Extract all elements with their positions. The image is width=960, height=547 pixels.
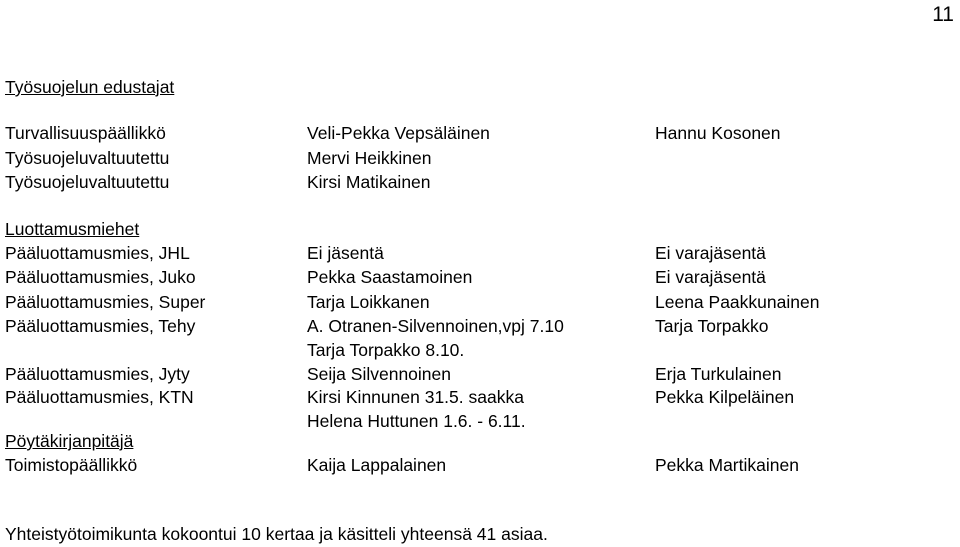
role-cell: Pääluottamusmies, Super xyxy=(5,292,206,312)
deputy-cell: Tarja Torpakko xyxy=(655,316,769,336)
table-row xyxy=(5,122,955,144)
table-row xyxy=(5,242,955,264)
role-cell: Turvallisuuspäällikkö xyxy=(5,123,166,143)
table-row xyxy=(5,339,955,361)
deputy-cell: Erja Turkulainen xyxy=(655,364,782,384)
table-row xyxy=(5,454,955,476)
role-cell: Työsuojeluvaltuutettu xyxy=(5,148,170,168)
member-cell: Ei jäsentä xyxy=(307,243,384,263)
member-cell: Pekka Saastamoinen xyxy=(307,267,473,287)
deputy-cell: Pekka Kilpeläinen xyxy=(655,387,795,407)
deputy-cell: Ei varajäsentä xyxy=(655,243,766,263)
role-cell: Pääluottamusmies, Jyty xyxy=(5,364,190,384)
role-cell: Pääluottamusmies, JHL xyxy=(5,243,190,263)
table-row xyxy=(5,147,955,169)
role-cell: Työsuojeluvaltuutettu xyxy=(5,172,170,192)
deputy-cell: Hannu Kosonen xyxy=(655,123,781,143)
table-row xyxy=(5,266,955,288)
deputy-cell: Leena Paakkunainen xyxy=(655,292,820,312)
section-heading-secretary: Pöytäkirjanpitäjä xyxy=(5,431,134,451)
deputy-cell: Ei varajäsentä xyxy=(655,267,766,287)
member-cell: Kirsi Matikainen xyxy=(307,172,431,192)
role-cell: Toimistopäällikkö xyxy=(5,455,138,475)
table-row xyxy=(5,410,955,432)
page-number: 11 xyxy=(932,3,954,26)
deputy-cell: Pekka Martikainen xyxy=(655,455,799,475)
role-cell: Pääluottamusmies, KTN xyxy=(5,387,194,407)
member-cell: Tarja Torpakko 8.10. xyxy=(307,340,465,360)
table-row xyxy=(5,386,955,408)
table-row xyxy=(5,315,955,337)
member-cell: Helena Huttunen 1.6. - 6.11. xyxy=(307,411,526,431)
member-cell: Seija Silvennoinen xyxy=(307,364,451,384)
member-cell: Tarja Loikkanen xyxy=(307,292,430,312)
meeting-summary: Yhteistyötoimikunta kokoontui 10 kertaa ja käsitteli yhteensä 41 asiaa. xyxy=(5,524,548,544)
member-cell: Mervi Heikkinen xyxy=(307,148,432,168)
role-cell: Pääluottamusmies, Tehy xyxy=(5,316,196,336)
member-cell: Kirsi Kinnunen 31.5. saakka xyxy=(307,387,524,407)
table-row xyxy=(5,291,955,313)
member-cell: Kaija Lappalainen xyxy=(307,455,447,475)
role-cell: Pääluottamusmies, Juko xyxy=(5,267,196,287)
table-row xyxy=(5,363,955,385)
member-cell: A. Otranen-Silvennoinen,vpj 7.10 xyxy=(307,316,564,336)
section-heading-shop-stewards: Luottamusmiehet xyxy=(5,219,140,239)
section-heading-safety-representatives: Työsuojelun edustajat xyxy=(5,77,175,97)
member-cell: Veli-Pekka Vepsäläinen xyxy=(307,123,490,143)
table-row xyxy=(5,171,955,193)
